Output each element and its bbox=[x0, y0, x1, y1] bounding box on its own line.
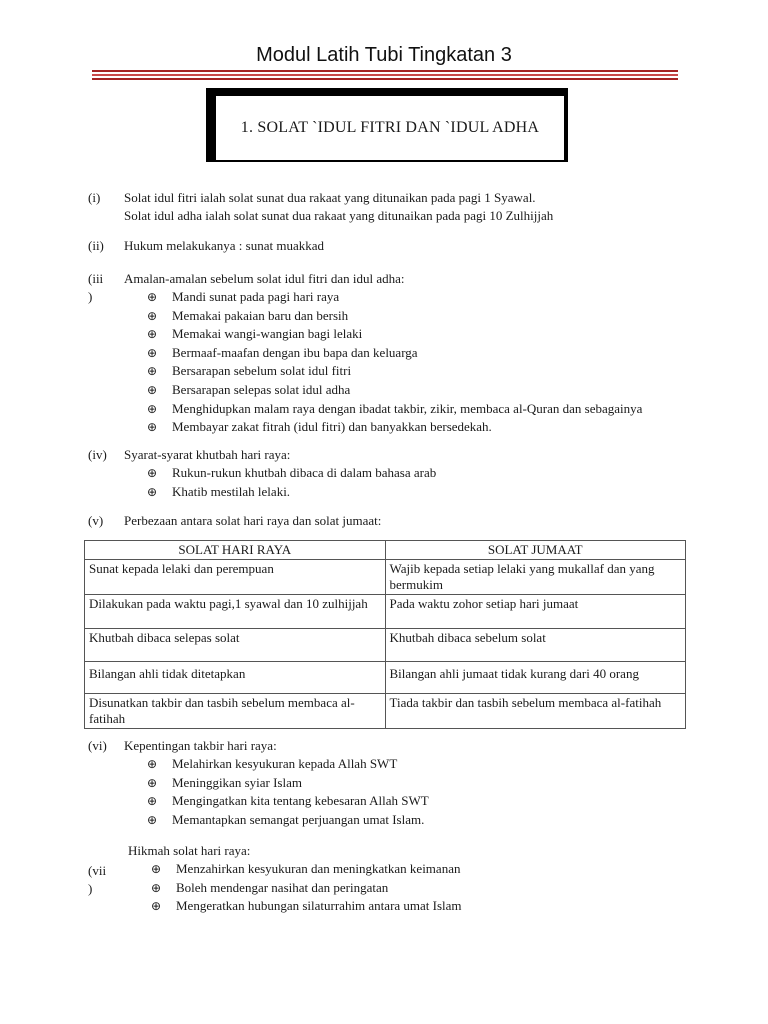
header-rule bbox=[92, 78, 678, 80]
list-item bbox=[151, 860, 748, 879]
list-item-text: Rukun-rukun khutbah dibaca di dalam bahasa arab bbox=[172, 465, 437, 480]
list-item bbox=[147, 483, 744, 502]
section-number bbox=[88, 270, 118, 306]
list-item-text: Membayar zakat fitrah (idul fitri) dan banyakkan bersedekah. bbox=[172, 419, 492, 435]
table-cell: Dilakukan pada waktu pagi,1 syawal dan 10 zulhijjah bbox=[85, 595, 386, 629]
list-item-text: Khatib mestilah lelaki. bbox=[172, 483, 291, 499]
section-number-part: ) bbox=[88, 881, 93, 896]
list-item-text: Meninggikan syiar Islam bbox=[172, 774, 302, 790]
section-number: (iv) bbox=[88, 447, 107, 462]
list-item-text: Melahirkan kesyukuran kepada Allah SWT bbox=[172, 756, 398, 771]
list-item bbox=[147, 307, 744, 326]
list-item bbox=[147, 811, 744, 830]
circled-plus-icon: ⊕ bbox=[147, 794, 158, 809]
circled-plus-icon: ⊕ bbox=[147, 290, 158, 304]
table-row bbox=[85, 595, 686, 629]
list-item bbox=[147, 325, 744, 344]
table-cell: Bilangan ahli jumaat tidak kurang dari 40 orang bbox=[385, 662, 686, 694]
chapter-title-box bbox=[206, 88, 578, 170]
table-cell: Disunatkan takbir dan tasbih sebelum membaca al-fatihah bbox=[85, 694, 386, 729]
list-item bbox=[147, 774, 744, 793]
section-body bbox=[128, 842, 748, 916]
table-cell: Tiada takbir dan tasbih sebelum membaca al-fatihah bbox=[385, 694, 686, 729]
circled-plus-icon: ⊕ bbox=[151, 899, 162, 914]
list-item-text: Memantapkan semangat perjuangan umat Islam. bbox=[172, 811, 425, 827]
bullet-list bbox=[147, 755, 744, 829]
header-rule bbox=[92, 70, 678, 72]
list-item bbox=[147, 755, 744, 774]
circled-plus-icon: ⊕ bbox=[151, 880, 162, 895]
section-body bbox=[124, 189, 744, 225]
table-cell: Wajib kepada setiap lelaki yang mukallaf dan yang bermukim bbox=[385, 560, 686, 595]
section-number bbox=[88, 862, 118, 898]
section-intro: Hikmah solat hari raya: bbox=[128, 843, 251, 858]
section-number: (v) bbox=[88, 513, 104, 528]
section-number: (i) bbox=[88, 190, 101, 205]
list-item bbox=[147, 418, 744, 437]
circled-plus-icon: ⊕ bbox=[147, 327, 158, 342]
list-item bbox=[147, 344, 744, 363]
column-header: SOLAT HARI RAYA bbox=[85, 541, 386, 560]
circled-plus-icon: ⊕ bbox=[147, 466, 158, 480]
list-item-text: Memakai wangi-wangian bagi lelaki bbox=[172, 326, 363, 342]
section-body bbox=[124, 270, 744, 437]
circled-plus-icon: ⊕ bbox=[147, 812, 158, 827]
list-item-text: Mandi sunat pada pagi hari raya bbox=[172, 289, 340, 304]
circled-plus-icon: ⊕ bbox=[147, 484, 158, 499]
comparison-table bbox=[84, 540, 686, 729]
table-header-row bbox=[85, 541, 686, 560]
list-item-text: Menghidupkan malam raya dengan ibadat takbir, zikir, membaca al-Quran dan sebagainya bbox=[172, 400, 643, 416]
module-title: Modul Latih Tubi Tingkatan 3 bbox=[256, 44, 512, 66]
table-cell: Khutbah dibaca selepas solat bbox=[85, 629, 386, 662]
list-item-text: Menzahirkan kesyukuran dan meningkatkan keimanan bbox=[176, 861, 461, 876]
list-item bbox=[147, 792, 744, 811]
section-number-part: (iii bbox=[88, 271, 104, 286]
section-body: Hukum melakukanya : sunat muakkad bbox=[124, 238, 325, 253]
section-body bbox=[124, 446, 744, 501]
list-item-text: Mengeratkan hubungan silaturrahim antara umat Islam bbox=[176, 898, 462, 914]
list-item-text: Bersarapan sebelum solat idul fitri bbox=[172, 363, 352, 379]
list-item-text: Mengingatkan kita tentang kebesaran Allah SWT bbox=[172, 793, 429, 809]
section-number-part: ) bbox=[88, 289, 93, 304]
circled-plus-icon: ⊕ bbox=[147, 775, 158, 790]
list-item bbox=[151, 897, 748, 916]
circled-plus-icon: ⊕ bbox=[151, 862, 162, 876]
circled-plus-icon: ⊕ bbox=[147, 757, 158, 771]
section-body bbox=[124, 737, 744, 829]
bullet-list bbox=[147, 464, 744, 501]
table-row bbox=[85, 694, 686, 729]
list-item bbox=[147, 362, 744, 381]
bullet-list bbox=[147, 288, 744, 437]
circled-plus-icon: ⊕ bbox=[147, 382, 158, 397]
list-item bbox=[147, 381, 744, 400]
bullet-list bbox=[151, 860, 748, 916]
circled-plus-icon: ⊕ bbox=[147, 308, 158, 323]
list-item bbox=[151, 879, 748, 898]
circled-plus-icon: ⊕ bbox=[147, 345, 158, 360]
circled-plus-icon: ⊕ bbox=[147, 401, 158, 416]
section-number: (vi) bbox=[88, 738, 107, 753]
circled-plus-icon: ⊕ bbox=[147, 364, 158, 379]
table-cell: Sunat kepada lelaki dan perempuan bbox=[85, 560, 386, 595]
list-item bbox=[147, 400, 744, 419]
table-cell: Bilangan ahli tidak ditetapkan bbox=[85, 662, 386, 694]
section-number: (ii) bbox=[88, 238, 104, 253]
section-intro: Kepentingan takbir hari raya: bbox=[124, 738, 277, 753]
table-row bbox=[85, 560, 686, 595]
chapter-title: 1. SOLAT `IDUL FITRI DAN `IDUL ADHA bbox=[216, 96, 564, 160]
header-rule bbox=[92, 74, 678, 76]
list-item bbox=[147, 464, 744, 483]
list-item-text: Boleh mendengar nasihat dan peringatan bbox=[176, 879, 389, 895]
definition-line: Solat idul adha ialah solat sunat dua rakaat yang ditunaikan pada pagi 10 Zulhijjah bbox=[124, 208, 554, 223]
table-row bbox=[85, 629, 686, 662]
list-item-text: Bermaaf-maafan dengan ibu bapa dan keluarga bbox=[172, 344, 418, 360]
column-header: SOLAT JUMAAT bbox=[385, 541, 686, 560]
table-cell: Khutbah dibaca sebelum solat bbox=[385, 629, 686, 662]
circled-plus-icon: ⊕ bbox=[147, 420, 158, 435]
section-intro: Perbezaan antara solat hari raya dan solat jumaat: bbox=[124, 513, 382, 528]
list-item-text: Memakai pakaian baru dan bersih bbox=[172, 307, 349, 323]
section-number-part: (vii bbox=[88, 863, 107, 878]
list-item-text: Bersarapan selepas solat idul adha bbox=[172, 381, 351, 397]
section-intro: Syarat-syarat khutbah hari raya: bbox=[124, 447, 291, 462]
section-intro: Amalan-amalan sebelum solat idul fitri dan idul adha: bbox=[124, 271, 405, 286]
table-cell: Pada waktu zohor setiap hari jumaat bbox=[385, 595, 686, 629]
list-item bbox=[147, 288, 744, 307]
definition-line: Solat idul fitri ialah solat sunat dua rakaat yang ditunaikan pada pagi 1 Syawal. bbox=[124, 190, 536, 205]
table-row bbox=[85, 662, 686, 694]
